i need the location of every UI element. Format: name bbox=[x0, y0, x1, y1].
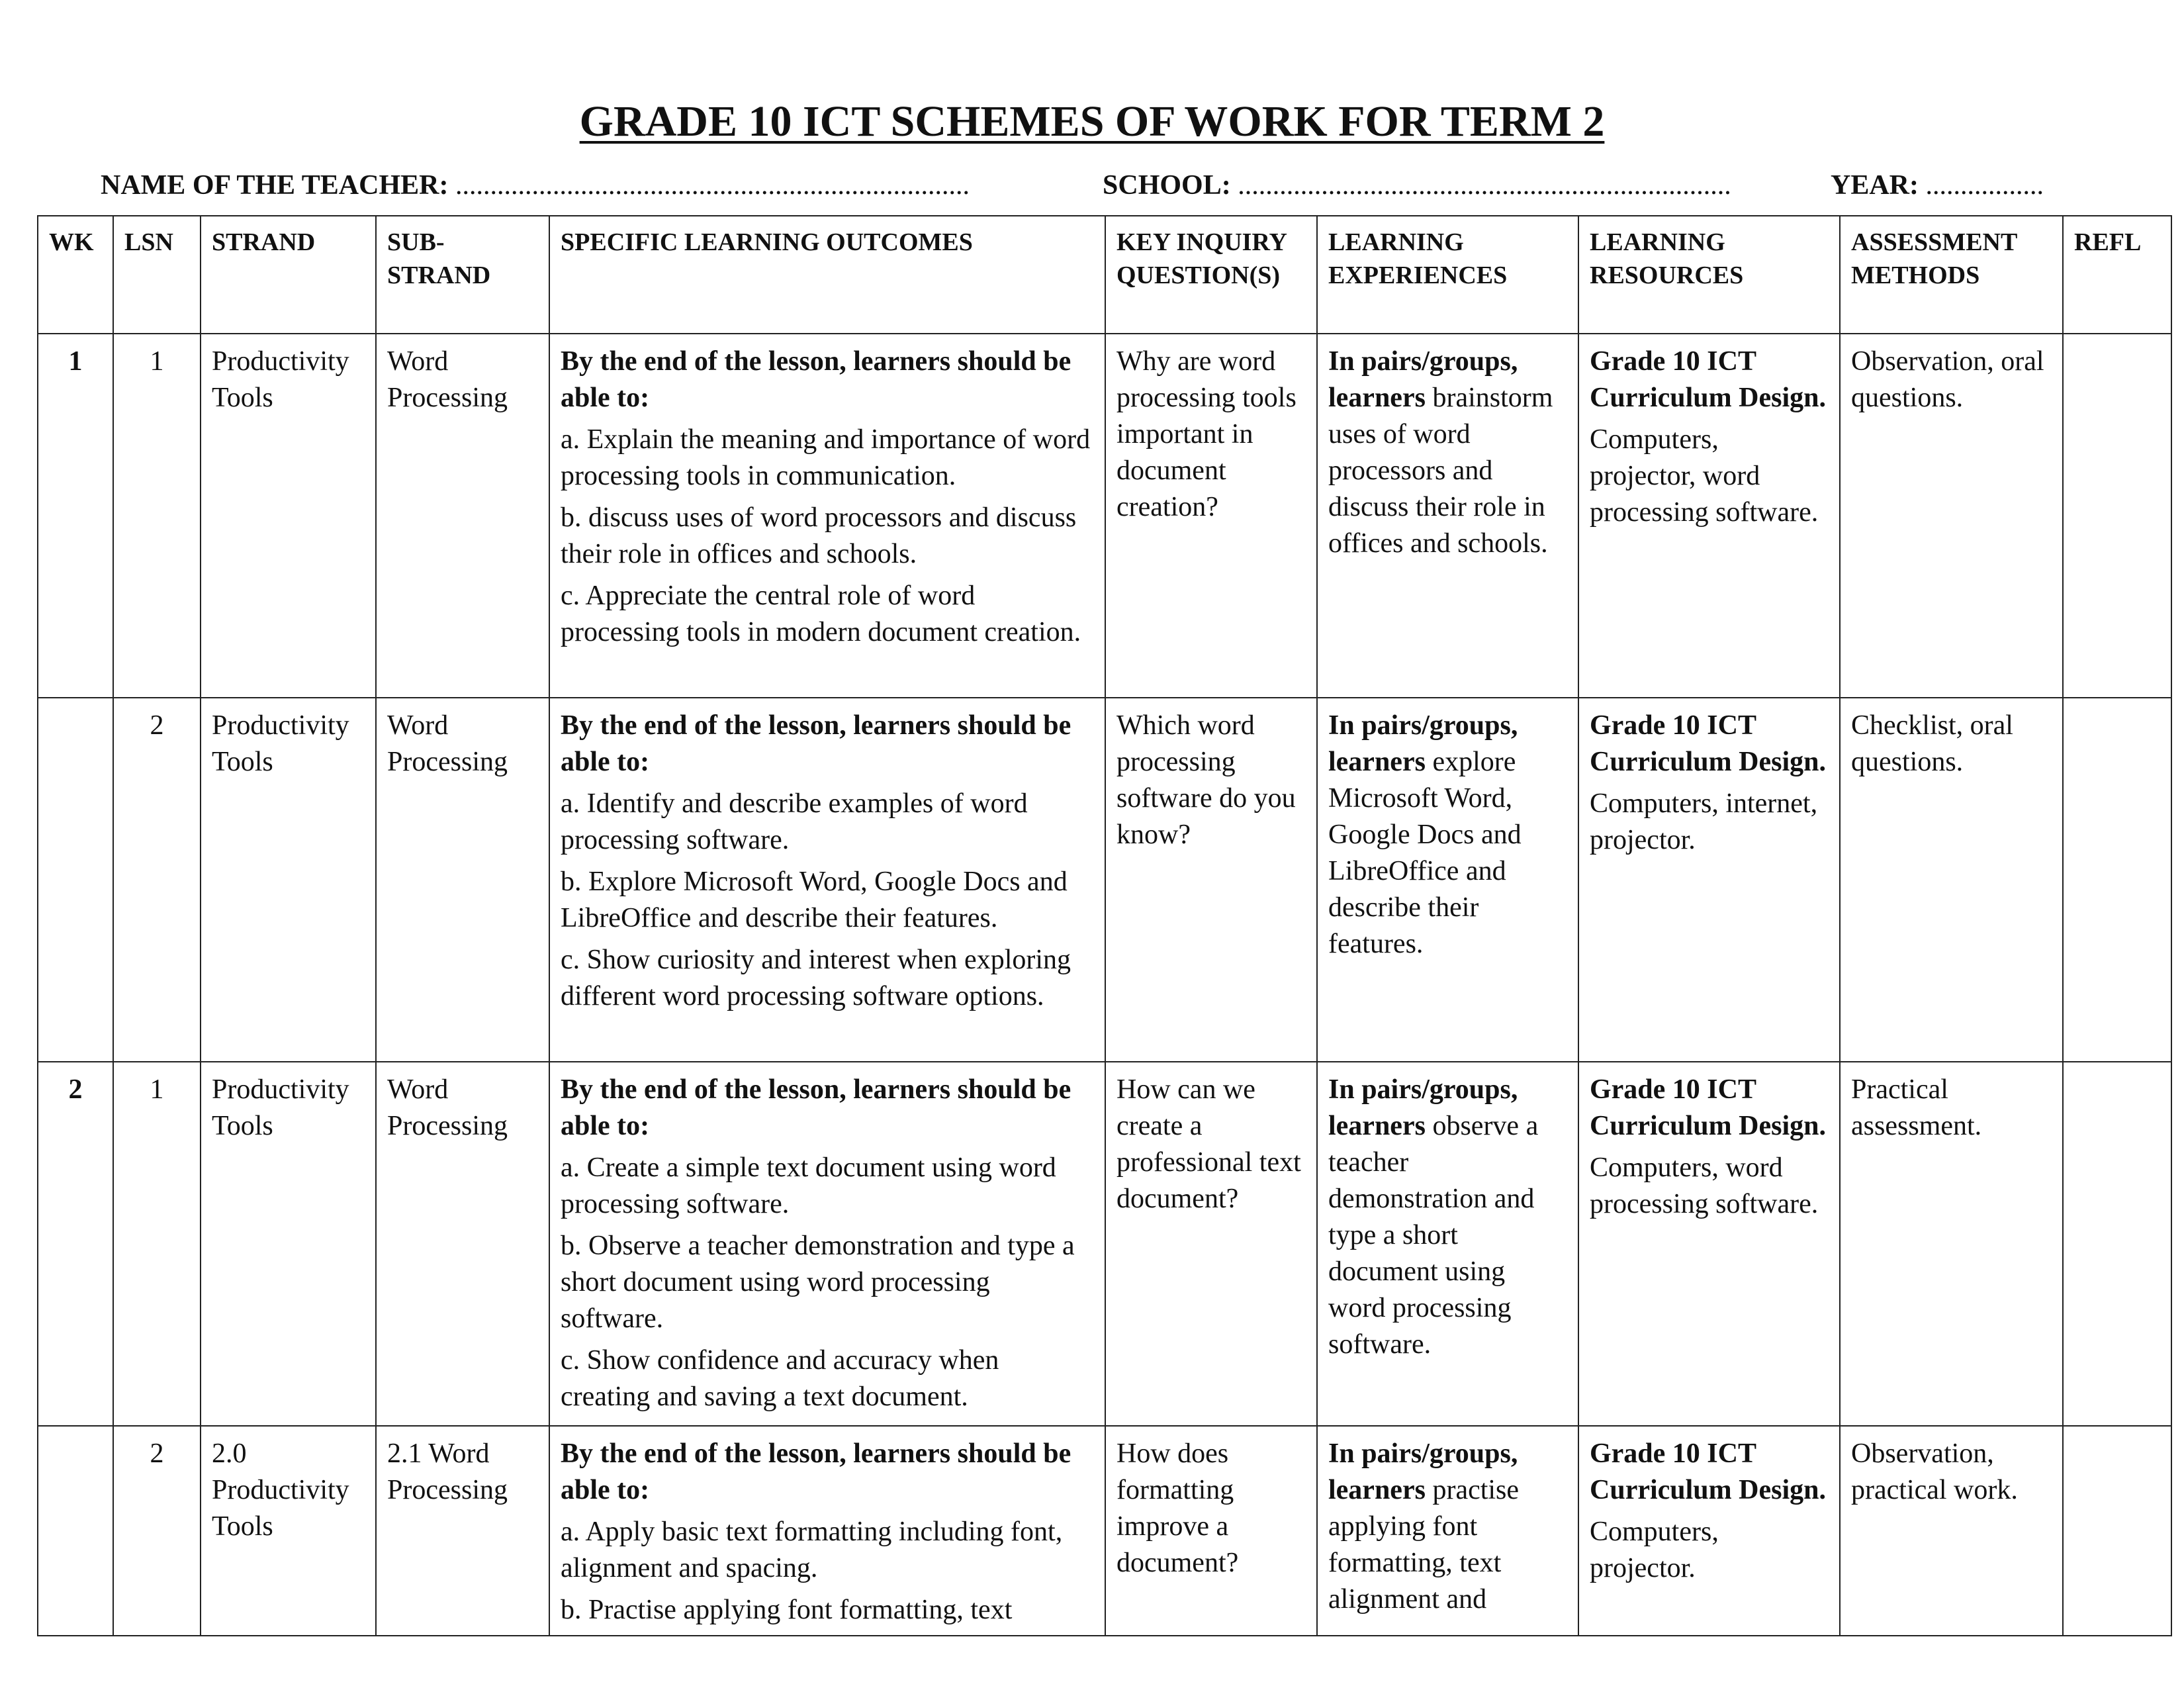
cell-assessment: Observation, oral questions. bbox=[1840, 334, 2063, 698]
cell-assessment: Practical assessment. bbox=[1840, 1062, 2063, 1426]
col-header-refl: REFL bbox=[2063, 216, 2171, 334]
resources-lead: Grade 10 ICT Curriculum Design. bbox=[1590, 710, 1826, 777]
outcome-item: a. Apply basic text formatting including font, alignment and spacing. bbox=[561, 1517, 1063, 1583]
resources-lead: Grade 10 ICT Curriculum Design. bbox=[1590, 1438, 1826, 1505]
table-row bbox=[38, 698, 2171, 1062]
cell-lsn: 2 bbox=[113, 1426, 201, 1636]
col-header-lsn: LSN bbox=[113, 216, 201, 334]
table-row bbox=[38, 1062, 2171, 1426]
resources-text: Computers, projector, word processing software. bbox=[1590, 424, 1819, 528]
col-header-inquiry: KEY INQUIRY QUESTION(S) bbox=[1105, 216, 1317, 334]
experience-lead: In pairs/groups, learners bbox=[1328, 1074, 1518, 1141]
teacher-label: NAME OF THE TEACHER: bbox=[101, 170, 449, 201]
cell-sub-strand: Word Processing bbox=[376, 1062, 549, 1426]
outcome-item: c. Appreciate the central role of word processing tools in modern document creation. bbox=[561, 581, 1081, 647]
resources-text: Computers, projector. bbox=[1590, 1517, 1719, 1583]
title-text: GRADE 10 ICT SCHEMES OF WORK FOR TERM 2 bbox=[579, 97, 1605, 146]
cell-strand: Productivity Tools bbox=[201, 698, 376, 1062]
outcomes-intro: By the end of the lesson, learners should be able to: bbox=[561, 1074, 1071, 1141]
table-row bbox=[38, 334, 2171, 698]
cell-resources bbox=[1578, 698, 1840, 1062]
cell-wk bbox=[38, 1426, 113, 1636]
cell-inquiry: Which word processing software do you know? bbox=[1105, 698, 1317, 1062]
teacher-dots: .......................................................................... bbox=[455, 170, 970, 201]
experience-lead: In pairs/groups, learners bbox=[1328, 346, 1518, 413]
school-label: SCHOOL: bbox=[1103, 170, 1231, 201]
col-header-strand: STRAND bbox=[201, 216, 376, 334]
col-header-wk: WK bbox=[38, 216, 113, 334]
experience-text: observe a teacher demonstration and type a short document using word processing software. bbox=[1328, 1111, 1539, 1360]
cell-inquiry: How does formatting improve a document? bbox=[1105, 1426, 1317, 1636]
cell-resources bbox=[1578, 1426, 1840, 1636]
cell-experiences bbox=[1317, 698, 1578, 1062]
outcome-item: b. Observe a teacher demonstration and type a short document using word processing software. bbox=[561, 1231, 1075, 1334]
table-row bbox=[38, 1426, 2171, 1636]
experience-text: practise applying font formatting, text alignment and bbox=[1328, 1475, 1520, 1615]
col-header-experiences: LEARNING EXPERIENCES bbox=[1317, 216, 1578, 334]
school-field bbox=[1103, 169, 1731, 201]
cell-outcomes bbox=[549, 698, 1105, 1062]
cell-outcomes bbox=[549, 334, 1105, 698]
experience-text: explore Microsoft Word, Google Docs and LibreOffice and describe their features. bbox=[1328, 747, 1522, 959]
outcome-item: c. Show confidence and accuracy when creating and saving a text document. bbox=[561, 1345, 999, 1412]
cell-strand: 2.0 Productivity Tools bbox=[201, 1426, 376, 1636]
cell-resources bbox=[1578, 1062, 1840, 1426]
cell-assessment: Checklist, oral questions. bbox=[1840, 698, 2063, 1062]
year-label: YEAR: bbox=[1831, 170, 1919, 201]
resources-text: Computers, internet, projector. bbox=[1590, 788, 1818, 855]
table-header-row bbox=[38, 216, 2171, 334]
experience-lead: In pairs/groups, learners bbox=[1328, 710, 1518, 777]
schemes-table bbox=[37, 215, 2172, 1636]
cell-outcomes bbox=[549, 1426, 1105, 1636]
cell-sub-strand: Word Processing bbox=[376, 698, 549, 1062]
year-field bbox=[1831, 169, 2044, 201]
experience-lead: In pairs/groups, learners bbox=[1328, 1438, 1518, 1505]
cell-experiences bbox=[1317, 1062, 1578, 1426]
year-dots: ................. bbox=[1925, 170, 2044, 201]
school-dots: ....................................................................... bbox=[1238, 170, 1731, 201]
cell-refl[interactable] bbox=[2063, 698, 2171, 1062]
outcome-item: c. Show curiosity and interest when exploring different word processing software options. bbox=[561, 945, 1071, 1011]
resources-lead: Grade 10 ICT Curriculum Design. bbox=[1590, 346, 1826, 413]
cell-lsn: 1 bbox=[113, 334, 201, 698]
cell-refl[interactable] bbox=[2063, 334, 2171, 698]
cell-experiences bbox=[1317, 334, 1578, 698]
cell-wk bbox=[38, 698, 113, 1062]
resources-text: Computers, word processing software. bbox=[1590, 1152, 1819, 1219]
cell-sub-strand: 2.1 Word Processing bbox=[376, 1426, 549, 1636]
cell-refl[interactable] bbox=[2063, 1426, 2171, 1636]
cell-strand: Productivity Tools bbox=[201, 334, 376, 698]
outcome-item: b. Explore Microsoft Word, Google Docs and LibreOffice and describe their features. bbox=[561, 867, 1068, 933]
teacher-name-field bbox=[101, 169, 970, 201]
cell-sub-strand: Word Processing bbox=[376, 334, 549, 698]
page-title bbox=[0, 97, 2184, 147]
cell-experiences bbox=[1317, 1426, 1578, 1636]
cell-strand: Productivity Tools bbox=[201, 1062, 376, 1426]
outcome-item: a. Explain the meaning and importance of word processing tools in communication. bbox=[561, 424, 1091, 491]
outcome-item: b. Practise applying font formatting, text bbox=[561, 1595, 1013, 1625]
cell-assessment: Observation, practical work. bbox=[1840, 1426, 2063, 1636]
cell-refl[interactable] bbox=[2063, 1062, 2171, 1426]
cell-wk: 1 bbox=[38, 334, 113, 698]
cell-inquiry: How can we create a professional text document? bbox=[1105, 1062, 1317, 1426]
outcome-item: a. Create a simple text document using word processing software. bbox=[561, 1152, 1056, 1219]
cell-lsn: 1 bbox=[113, 1062, 201, 1426]
cell-wk: 2 bbox=[38, 1062, 113, 1426]
col-header-sub-strand: SUB-STRAND bbox=[376, 216, 549, 334]
cell-resources bbox=[1578, 334, 1840, 698]
cell-outcomes bbox=[549, 1062, 1105, 1426]
outcomes-intro: By the end of the lesson, learners should be able to: bbox=[561, 710, 1071, 777]
outcome-item: a. Identify and describe examples of word processing software. bbox=[561, 788, 1028, 855]
col-header-resources: LEARNING RESOURCES bbox=[1578, 216, 1840, 334]
resources-lead: Grade 10 ICT Curriculum Design. bbox=[1590, 1074, 1826, 1141]
outcomes-intro: By the end of the lesson, learners should be able to: bbox=[561, 346, 1071, 413]
col-header-assessment: ASSESSMENT METHODS bbox=[1840, 216, 2063, 334]
cell-lsn: 2 bbox=[113, 698, 201, 1062]
experience-text: brainstorm uses of word processors and discuss their role in offices and schools. bbox=[1328, 383, 1553, 559]
col-header-outcomes: SPECIFIC LEARNING OUTCOMES bbox=[549, 216, 1105, 334]
outcomes-intro: By the end of the lesson, learners should be able to: bbox=[561, 1438, 1071, 1505]
cell-inquiry: Why are word processing tools important in document creation? bbox=[1105, 334, 1317, 698]
outcome-item: b. discuss uses of word processors and discuss their role in offices and schools. bbox=[561, 502, 1077, 569]
